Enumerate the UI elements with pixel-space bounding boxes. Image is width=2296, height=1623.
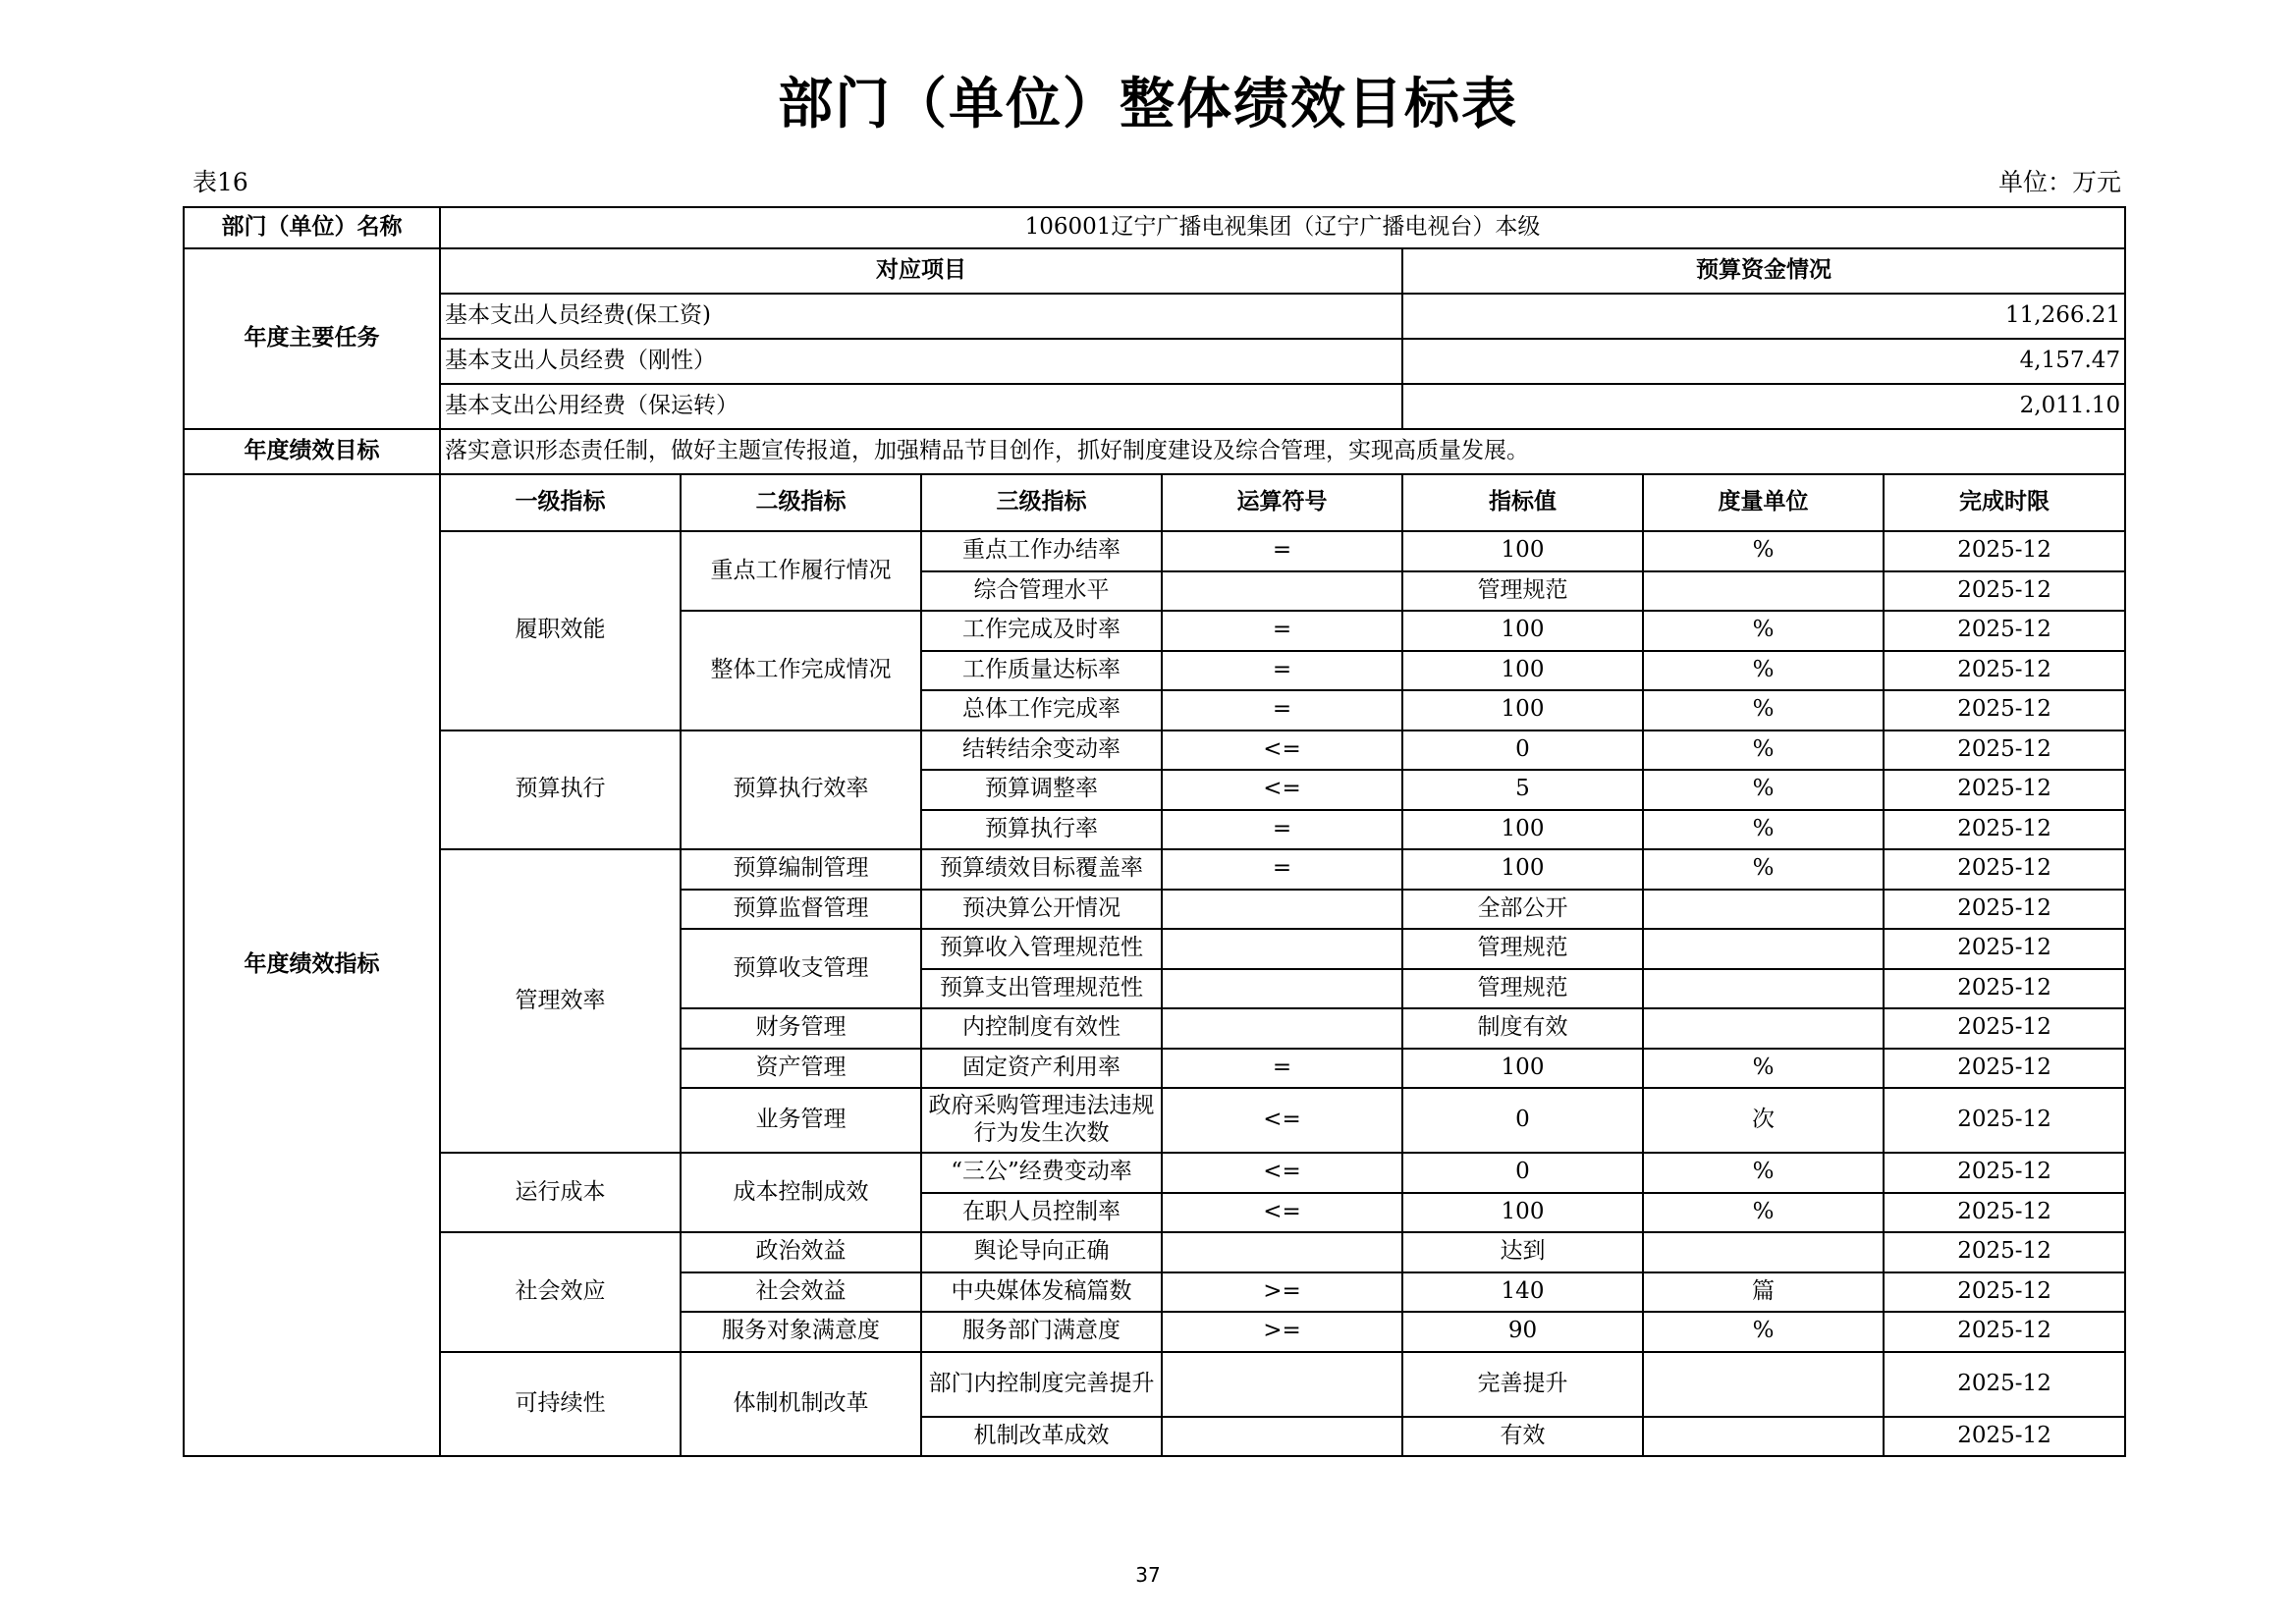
deadline-cell: 2025-12 (1884, 890, 2125, 930)
deadline-cell: 2025-12 (1884, 969, 2125, 1009)
task-row (184, 339, 2125, 384)
unit-cell: 篇 (1643, 1272, 1884, 1313)
level3-cell: 内控制度有效性 (921, 1008, 1162, 1049)
deadline-cell: 2025-12 (1884, 929, 2125, 969)
operator-cell (1162, 1352, 1402, 1417)
level2-cell: 政治效益 (681, 1232, 921, 1272)
unit-cell: % (1643, 770, 1884, 810)
indicator-row (184, 531, 2125, 571)
deadline-cell: 2025-12 (1884, 1312, 2125, 1352)
deadline-cell: 2025-12 (1884, 1008, 2125, 1049)
annual-goal-label: 年度绩效目标 (184, 429, 440, 474)
annual-tasks-label: 年度主要任务 (184, 248, 440, 429)
unit-cell (1643, 571, 1884, 612)
value-cell: 0 (1402, 1088, 1643, 1153)
level2-cell: 资产管理 (681, 1049, 921, 1089)
level2-cell: 业务管理 (681, 1088, 921, 1153)
task-amount: 2,011.10 (1402, 384, 2125, 429)
operator-cell: <= (1162, 730, 1402, 771)
task-item: 基本支出公用经费（保运转） (440, 384, 1402, 429)
level2-cell: 体制机制改革 (681, 1352, 921, 1457)
task-row (184, 384, 2125, 429)
level3-cell: 重点工作办结率 (921, 531, 1162, 571)
operator-cell: = (1162, 810, 1402, 850)
level2-cell: 预算编制管理 (681, 849, 921, 890)
unit-cell (1643, 969, 1884, 1009)
task-amount: 11,266.21 (1402, 294, 2125, 339)
value-cell: 0 (1402, 1153, 1643, 1193)
unit-cell (1643, 1232, 1884, 1272)
value-cell: 管理规范 (1402, 969, 1643, 1009)
level3-cell: 在职人员控制率 (921, 1193, 1162, 1233)
deadline-cell: 2025-12 (1884, 730, 2125, 771)
value-cell: 140 (1402, 1272, 1643, 1313)
value-cell: 100 (1402, 531, 1643, 571)
header-level2: 二级指标 (681, 474, 921, 531)
unit-cell: % (1643, 849, 1884, 890)
annual-goal-text: 落实意识形态责任制，做好主题宣传报道，加强精品节目创作，抓好制度建设及综合管理，实现高质量发展。 (440, 429, 2125, 474)
deadline-cell: 2025-12 (1884, 1232, 2125, 1272)
level1-cell: 可持续性 (440, 1352, 681, 1457)
deadline-cell: 2025-12 (1884, 1049, 2125, 1089)
level3-cell: 预算执行率 (921, 810, 1162, 850)
operator-cell: = (1162, 611, 1402, 651)
level3-cell: 预决算公开情况 (921, 890, 1162, 930)
operator-cell: <= (1162, 1088, 1402, 1153)
indicator-row (184, 1153, 2125, 1193)
deadline-cell: 2025-12 (1884, 1272, 2125, 1313)
value-cell: 90 (1402, 1312, 1643, 1352)
value-cell: 有效 (1402, 1417, 1643, 1457)
deadline-cell: 2025-12 (1884, 571, 2125, 612)
operator-cell (1162, 1232, 1402, 1272)
unit-cell (1643, 890, 1884, 930)
value-cell: 100 (1402, 690, 1643, 730)
value-cell: 100 (1402, 849, 1643, 890)
value-cell: 100 (1402, 1049, 1643, 1089)
header-value: 指标值 (1402, 474, 1643, 531)
operator-cell: = (1162, 690, 1402, 730)
page-number: 37 (1135, 1563, 1161, 1587)
indicator-row (184, 1232, 2125, 1272)
header-operator: 运算符号 (1162, 474, 1402, 531)
header-deadline: 完成时限 (1884, 474, 2125, 531)
indicator-row (184, 730, 2125, 771)
unit-cell (1643, 929, 1884, 969)
level2-cell: 财务管理 (681, 1008, 921, 1049)
level3-cell: 服务部门满意度 (921, 1312, 1162, 1352)
value-cell: 100 (1402, 810, 1643, 850)
unit-cell: 次 (1643, 1088, 1884, 1153)
operator-cell (1162, 969, 1402, 1009)
value-cell: 全部公开 (1402, 890, 1643, 930)
level2-cell: 预算监督管理 (681, 890, 921, 930)
deadline-cell: 2025-12 (1884, 651, 2125, 691)
deadline-cell: 2025-12 (1884, 690, 2125, 730)
level3-cell: 预算支出管理规范性 (921, 969, 1162, 1009)
level3-cell: 预算绩效目标覆盖率 (921, 849, 1162, 890)
value-cell: 100 (1402, 611, 1643, 651)
level2-cell: 重点工作履行情况 (681, 531, 921, 611)
value-cell: 100 (1402, 651, 1643, 691)
header-level3: 三级指标 (921, 474, 1162, 531)
level3-cell: 预算调整率 (921, 770, 1162, 810)
level3-cell: 综合管理水平 (921, 571, 1162, 612)
unit-cell: % (1643, 531, 1884, 571)
unit-cell: % (1643, 730, 1884, 771)
deadline-cell: 2025-12 (1884, 1417, 2125, 1457)
deadline-cell: 2025-12 (1884, 1352, 2125, 1417)
unit-cell: % (1643, 1049, 1884, 1089)
dept-name-label: 部门（单位）名称 (184, 207, 440, 248)
unit-cell (1643, 1352, 1884, 1417)
unit-cell: % (1643, 1312, 1884, 1352)
operator-cell (1162, 1008, 1402, 1049)
level2-cell: 预算收支管理 (681, 929, 921, 1008)
unit-cell: % (1643, 1153, 1884, 1193)
unit-cell: % (1643, 690, 1884, 730)
level3-cell: 政府采购管理违法违规行为发生次数 (921, 1088, 1162, 1153)
deadline-cell: 2025-12 (1884, 810, 2125, 850)
unit-cell: % (1643, 1193, 1884, 1233)
task-item: 基本支出人员经费(保工资) (440, 294, 1402, 339)
operator-cell: <= (1162, 1153, 1402, 1193)
value-cell: 100 (1402, 1193, 1643, 1233)
level3-cell: 机制改革成效 (921, 1417, 1162, 1457)
dept-name-value: 106001辽宁广播电视集团（辽宁广播电视台）本级 (440, 207, 2125, 248)
value-cell: 管理规范 (1402, 929, 1643, 969)
operator-cell (1162, 1417, 1402, 1457)
operator-cell: <= (1162, 770, 1402, 810)
header-level1: 一级指标 (440, 474, 681, 531)
level3-cell: “三公”经费变动率 (921, 1153, 1162, 1193)
unit-cell: % (1643, 611, 1884, 651)
deadline-cell: 2025-12 (1884, 1193, 2125, 1233)
annual-indicators-label: 年度绩效指标 (184, 474, 440, 1456)
operator-cell: = (1162, 849, 1402, 890)
level3-cell: 结转结余变动率 (921, 730, 1162, 771)
performance-table (183, 206, 2126, 1457)
value-cell: 5 (1402, 770, 1643, 810)
level3-cell: 部门内控制度完善提升 (921, 1352, 1162, 1417)
value-cell: 0 (1402, 730, 1643, 771)
deadline-cell: 2025-12 (1884, 770, 2125, 810)
level3-cell: 中央媒体发稿篇数 (921, 1272, 1162, 1313)
level3-cell: 预算收入管理规范性 (921, 929, 1162, 969)
level1-cell: 履职效能 (440, 531, 681, 730)
deadline-cell: 2025-12 (1884, 849, 2125, 890)
level1-cell: 管理效率 (440, 849, 681, 1153)
level3-cell: 工作完成及时率 (921, 611, 1162, 651)
unit-cell: % (1643, 810, 1884, 850)
level2-cell: 成本控制成效 (681, 1153, 921, 1232)
level3-cell: 总体工作完成率 (921, 690, 1162, 730)
page-title: 部门（单位）整体绩效目标表 (778, 73, 1518, 136)
level3-cell: 固定资产利用率 (921, 1049, 1162, 1089)
indicator-row (184, 849, 2125, 890)
operator-cell: = (1162, 1049, 1402, 1089)
tasks-col-fund-header: 预算资金情况 (1402, 248, 2125, 294)
level3-cell: 工作质量达标率 (921, 651, 1162, 691)
task-item: 基本支出人员经费（刚性） (440, 339, 1402, 384)
task-amount: 4,157.47 (1402, 339, 2125, 384)
level1-cell: 社会效应 (440, 1232, 681, 1352)
tasks-col-item-header: 对应项目 (440, 248, 1402, 294)
header-unit: 度量单位 (1643, 474, 1884, 531)
level2-cell: 整体工作完成情况 (681, 611, 921, 730)
level1-cell: 预算执行 (440, 730, 681, 850)
deadline-cell: 2025-12 (1884, 531, 2125, 571)
operator-cell: <= (1162, 1193, 1402, 1233)
level2-cell: 预算执行效率 (681, 730, 921, 850)
level2-cell: 社会效益 (681, 1272, 921, 1313)
task-row (184, 294, 2125, 339)
operator-cell: >= (1162, 1272, 1402, 1313)
operator-cell (1162, 929, 1402, 969)
value-cell: 管理规范 (1402, 571, 1643, 612)
deadline-cell: 2025-12 (1884, 611, 2125, 651)
level1-cell: 运行成本 (440, 1153, 681, 1232)
value-cell: 完善提升 (1402, 1352, 1643, 1417)
unit-cell: % (1643, 651, 1884, 691)
operator-cell: >= (1162, 1312, 1402, 1352)
table-number: 表16 (192, 168, 248, 196)
operator-cell (1162, 571, 1402, 612)
indicator-row (184, 1352, 2125, 1417)
unit-cell (1643, 1008, 1884, 1049)
unit-cell (1643, 1417, 1884, 1457)
operator-cell: = (1162, 531, 1402, 571)
level2-cell: 服务对象满意度 (681, 1312, 921, 1352)
value-cell: 达到 (1402, 1232, 1643, 1272)
level3-cell: 舆论导向正确 (921, 1232, 1162, 1272)
unit-label: 单位：万元 (1997, 168, 2121, 196)
operator-cell (1162, 890, 1402, 930)
operator-cell: = (1162, 651, 1402, 691)
deadline-cell: 2025-12 (1884, 1088, 2125, 1153)
value-cell: 制度有效 (1402, 1008, 1643, 1049)
deadline-cell: 2025-12 (1884, 1153, 2125, 1193)
